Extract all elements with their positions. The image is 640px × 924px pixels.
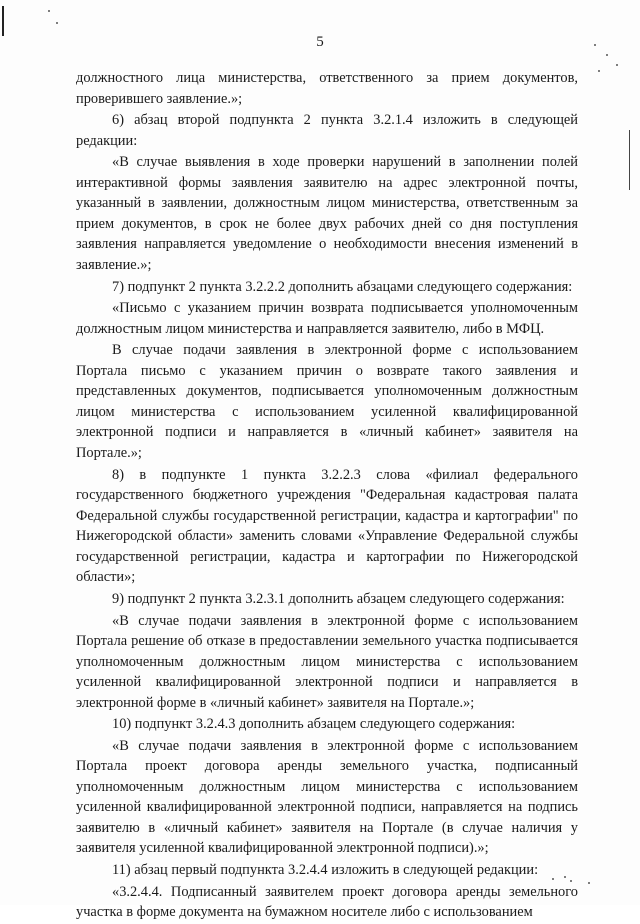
scan-artifact-dot [56,22,58,24]
paragraph-quote-10: «В случае подачи заявления в электронной форме с использованием Портала проект договора аренды земельного участка, подписанный уполномоченным должностным лицом министерства с использованием усиленной квалифицированной электронной подписи, направляется на подпись заявителю в «личный кабинет» заявителя на Портале (в случае наличия у заявителя усиленной квалифицированной электронной подписи).»; [76,737,578,857]
paragraph-quote-9: «В случае подачи заявления в электронной форме с использованием Портала решение об отказе в предоставлении земельного участка подписывается уполномоченным должностным лицом министерства с использованием усиленной квалифицированной электронной подписи и направляется в электронной форме в «личный кабинет» заявителя на Портале.»; [76,612,578,711]
paragraph-quote-7b: В случае подачи заявления в электронной форме с использованием Портала письмо с указанием причин о возврате такого заявления и представленных документов, подписывается уполномоченным должностным лицом министерства с использованием усиленной квалифицированной электронной подписи и направляется в «личный кабинет» заявителя на Портале.»; [76,342,578,461]
scan-artifact-bar [629,130,630,190]
scan-artifact-dot [48,10,50,12]
paragraph-item-11: 11) абзац первый подпункта 3.2.4.4 изложить в следующей редакции: [112,862,539,879]
paragraph-item-9: 9) подпункт 2 пункта 3.2.3.1 дополнить абзацем следующего содержания: [112,590,565,607]
paragraph-item-6: 6) абзац второй подпункта 2 пункта 3.2.1.4 изложить в следующей редакции: [76,112,578,149]
page-number: 5 [316,34,324,50]
paragraph-quote-6: «В случае выявления в ходе проверки нарушений в заполнении полей интерактивной формы заявления заявителю на адрес электронной почты, указанный в заявлении, должностным лицом министерства, ответственным за прием документов, в срок не более двух рабочих дней со дня поступления заявления направляется уведомление о необходимости внесения изменений в заявление.»; [76,154,578,273]
scan-artifact-mark [2,6,4,36]
paragraph-item-10: 10) подпункт 3.2.4.3 дополнить абзацем следующего содержания: [112,716,516,733]
paragraph-continuation: должностного лица министерства, ответственного за прием документов, проверившего заявление.»; [76,70,578,107]
paragraph-item-7: 7) подпункт 2 пункта 3.2.2.2 дополнить абзацами следующего содержания: [112,278,573,295]
document-body [76,68,578,924]
paragraph-quote-11: «3.2.4.4. Подписанный заявителем проект договора аренды земельного участка в форме документа на бумажном носителе либо с использованием [76,883,578,921]
paragraph-item-8: 8) в подпункте 1 пункта 3.2.2.3 слова «филиал федерального государственного бюджетного учреждения "Федеральная кадастровая палата Федеральной службы государственной регистрации, кадастра и картографии" по Нижегородской области» заменить словами «Управление Федеральной службы государственной регистрации, кадастра и картографии по Нижегородской области»; [76,466,578,586]
paragraph-quote-7a: «Письмо с указанием причин возврата подписывается уполномоченным должностным лицом министерства и направляется заявителю, либо в МФЦ. [76,300,578,337]
scan-artifact-footer [548,870,608,890]
